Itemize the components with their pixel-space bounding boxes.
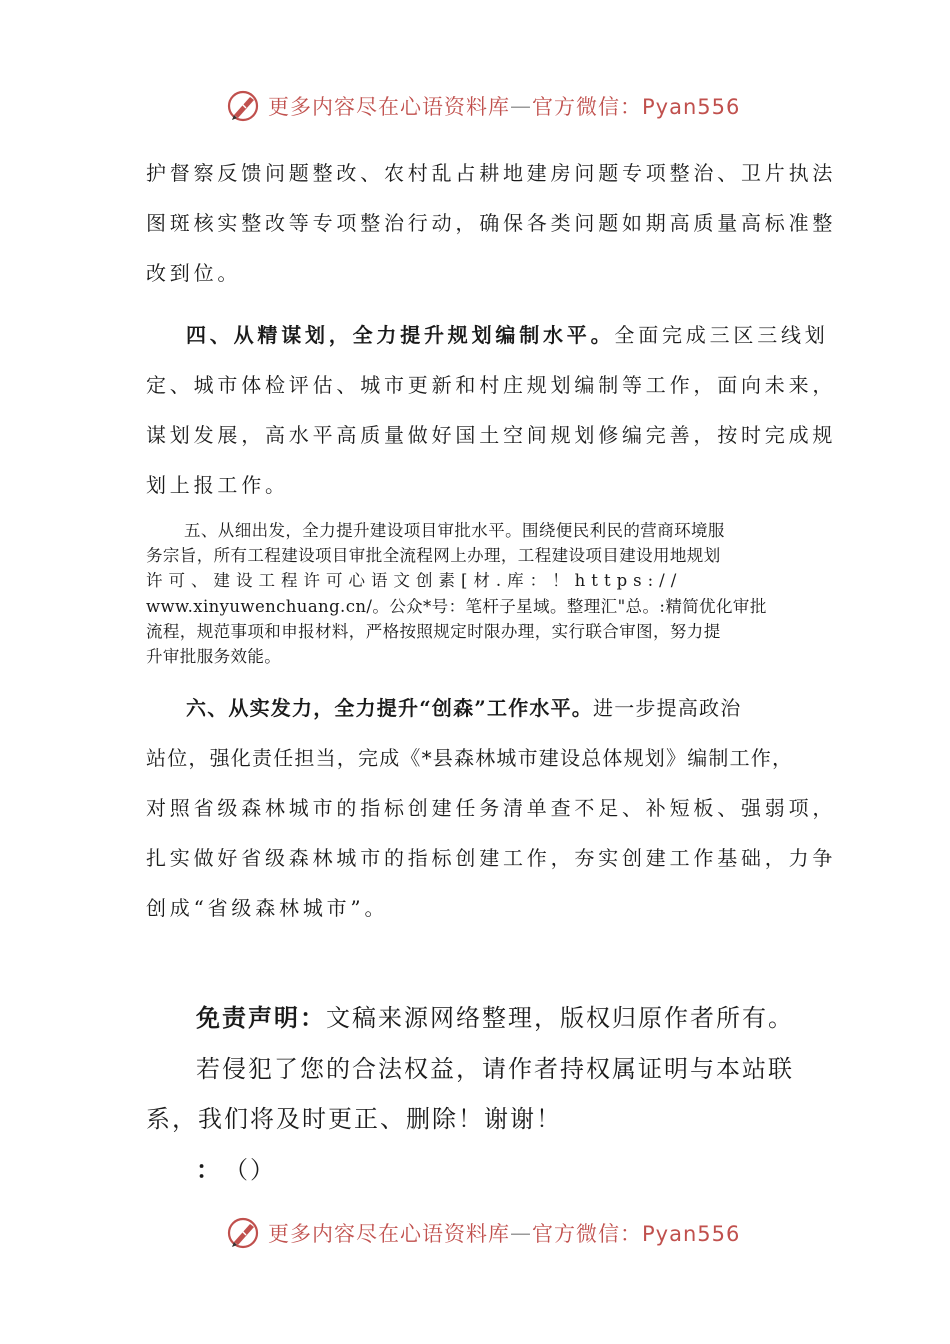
header-banner [0,86,950,126]
disclaimer-parens: （） [236,1156,276,1184]
p5-line-1: 五、从细出发，全力提升建设项目审批水平。围绕便民利民的营商环境服 [184,521,725,540]
p6-first-line [186,692,806,721]
disclaimer-colon: ： [196,1156,222,1184]
p5-paragraph [146,518,808,669]
footer-banner [0,1213,950,1253]
p6-line-3: 对照省级森林城市的指标创建任务清单查不足、补短板、强弱项， [146,796,837,820]
p4-first-line [186,319,829,348]
banner-wechat-text: 官方微信：Pyan556 [532,95,741,119]
p4-first-text: 全面完成三区三线划 [614,323,829,347]
p5-line-2: 务宗旨，所有工程建设项目审批全流程网上办理，工程建设项目建设用地规划 [146,546,721,566]
disclaimer-line-3: 系，我们将及时更正、删除！谢谢！ [146,1105,562,1133]
p5-line-5: 流程，规范事项和申报材料，严格按照规定时限办理，实行联合审图，努力提 [146,621,721,641]
p6-line-4: 扎实做好省级森林城市的指标创建工作，夯实创建工作基础，力争 [146,846,837,870]
p4-line-2: 定、城市体检评估、城市更新和村庄规划编制等工作，面向未来， [146,373,837,397]
p4-line-4: 划上报工作。 [146,473,289,497]
banner-dash: — [510,94,532,118]
disclaimer-label: 免责声明： [196,1004,326,1032]
banner-main-text: 更多内容尽在心语资料库 [268,95,510,119]
p6-line-2: 站位，强化责任担当，完成《*县森林城市建设总体规划》编制工作， [146,746,794,770]
p5-line-3: 许可、建设工程许可心语文创素[材.库：！https:// [146,571,683,591]
disclaimer-line-2: 若侵犯了您的合法权益，请作者持权属证明与本站联 [196,1055,794,1083]
disclaimer-line-1 [196,998,858,1033]
p3-line-1: 护督察反馈问题整改、农村乱占耕地建房问题专项整治、卫片执法 [146,161,837,185]
banner-dash: — [510,1221,532,1245]
banner-wechat-text: 官方微信：Pyan556 [532,1222,741,1246]
p4-heading: 四、从精谋划，全力提升规划编制水平。 [186,323,615,347]
pen-logo-icon [226,88,262,124]
p6-first-text: 进一步提高政治 [593,696,742,720]
p3-line-2: 图斑核实整改等专项整治行动，确保各类问题如期高质量高标准整 [146,211,837,235]
p5-line-6: 升审批服务效能。 [146,647,282,667]
p4-line-3: 谋划发展，高水平高质量做好国土空间规划修编完善，按时完成规 [146,423,837,447]
disclaimer-text: 文稿来源网络整理，版权归原作者所有。 [326,1004,794,1032]
p6-heading: 六、从实发力，全力提升“创森”工作水平。 [186,696,594,720]
pen-logo-icon [226,1215,262,1251]
p6-line-5: 创成“省级森林城市”。 [146,896,389,920]
banner-main-text: 更多内容尽在心语资料库 [268,1222,510,1246]
p5-line-4: www.xinyuwenchuang.cn/。公众*号：笔杆子星域。整理汇"总。:精简优化审批 [146,596,767,616]
p3-line-3: 改到位。 [146,261,242,285]
disclaimer-line-4 [196,1150,858,1185]
